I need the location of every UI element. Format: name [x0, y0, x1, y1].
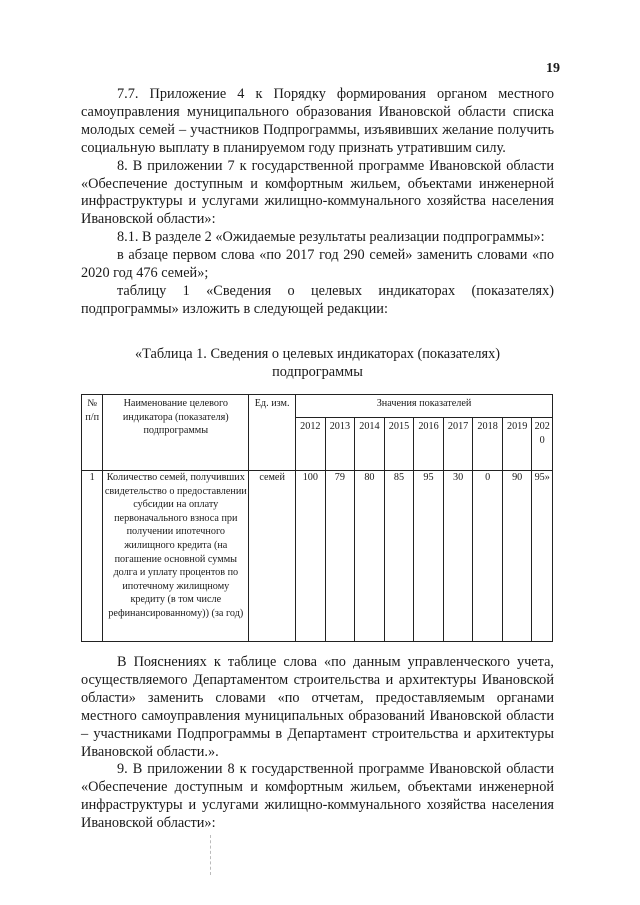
paragraph: В Пояснениях к таблице слова «по данным управленческого учета, осуществляемого Департаментом строительства и архитектуры Ивановской области» заменить словами «по отчетам, предоставляемым органами местного самоуправления муниципальных образований Ивановской области – участниками Подпрограммы в Департамент строительства и архитектуры Ивановской области.».: [81, 654, 554, 760]
row-indicator-name: Количество семей, получивших свидетельство о предоставлении субсидии на оплату первоначального взноса при получении ипотечного жилищного кредита (на погашение основной суммы долга и уплату процентов по ипотечному жилищному кредиту (в том числе рефинансированному)) (за год): [103, 471, 249, 642]
paragraph: 9. В приложении 8 к государственной программе Ивановской области «Обеспечение доступным и комфортным жильем, объектами инженерной инфраструктуры и услугами жилищно-коммунального хозяйства населения Ивановской области»:: [81, 761, 554, 832]
value-cell: 90: [502, 471, 532, 642]
year-cell: 2018: [473, 418, 503, 471]
page-number: 19: [546, 61, 560, 76]
paragraph: 7.7. Приложение 4 к Порядку формирования органом местного самоуправления муниципального образования Ивановской области списка молодых семей – участников Подпрограммы, изъявивших желание получить социальную выплату в планируемом году признать утратившим силу.: [81, 86, 554, 156]
row-number: 1: [82, 471, 103, 642]
body-text-top: [81, 86, 554, 319]
table-header-row: [82, 395, 553, 418]
year-cell: 2017: [443, 418, 473, 471]
row-unit: семей: [249, 471, 296, 642]
year-cell: 2013: [325, 418, 355, 471]
indicators-table: [81, 394, 553, 642]
paragraph: в абзаце первом слова «по 2017 год 290 семей» заменить словами «по 2020 год 476 семей»;: [81, 247, 554, 282]
year-cell: 2019: [502, 418, 532, 471]
year-cell: 2012: [296, 418, 326, 471]
value-cell: 85: [384, 471, 414, 642]
header-unit: Ед. изм.: [249, 395, 296, 471]
header-indicator-name: Наименование целевого индикатора (показателя) подпрограммы: [103, 395, 249, 471]
year-cell: 2014: [355, 418, 385, 471]
header-values: Значения показателей: [296, 395, 553, 418]
paragraph: таблицу 1 «Сведения о целевых индикаторах (показателях) подпрограммы» изложить в следующей редакции:: [81, 282, 554, 317]
paragraph: 8.1. В разделе 2 «Ожидаемые результаты реализации подпрограммы»:: [117, 229, 545, 246]
table-caption: [81, 345, 554, 381]
value-cell: 100: [296, 471, 326, 642]
scan-artifact-line: [210, 835, 212, 875]
value-cell: 30: [443, 471, 473, 642]
value-cell: 79: [325, 471, 355, 642]
table-row: [82, 471, 553, 642]
table-caption-line: подпрограммы: [272, 364, 363, 380]
body-text-bottom: [81, 654, 554, 833]
value-cell: 80: [355, 471, 385, 642]
year-cell: 2016: [414, 418, 444, 471]
header-number: № п/п: [82, 395, 103, 471]
paragraph: 8. В приложении 7 к государственной программе Ивановской области «Обеспечение доступным и комфортным жильем, объектами инженерной инфраструктуры и услугами жилищно-коммунального хозяйства населения Ивановской области»:: [81, 157, 554, 228]
table-caption-line: «Таблица 1. Сведения о целевых индикаторах (показателях): [135, 346, 500, 362]
value-cell: 95: [414, 471, 444, 642]
year-cell: 2020: [532, 418, 553, 471]
year-cell: 2015: [384, 418, 414, 471]
value-cell: 95»: [532, 471, 553, 642]
value-cell: 0: [473, 471, 503, 642]
